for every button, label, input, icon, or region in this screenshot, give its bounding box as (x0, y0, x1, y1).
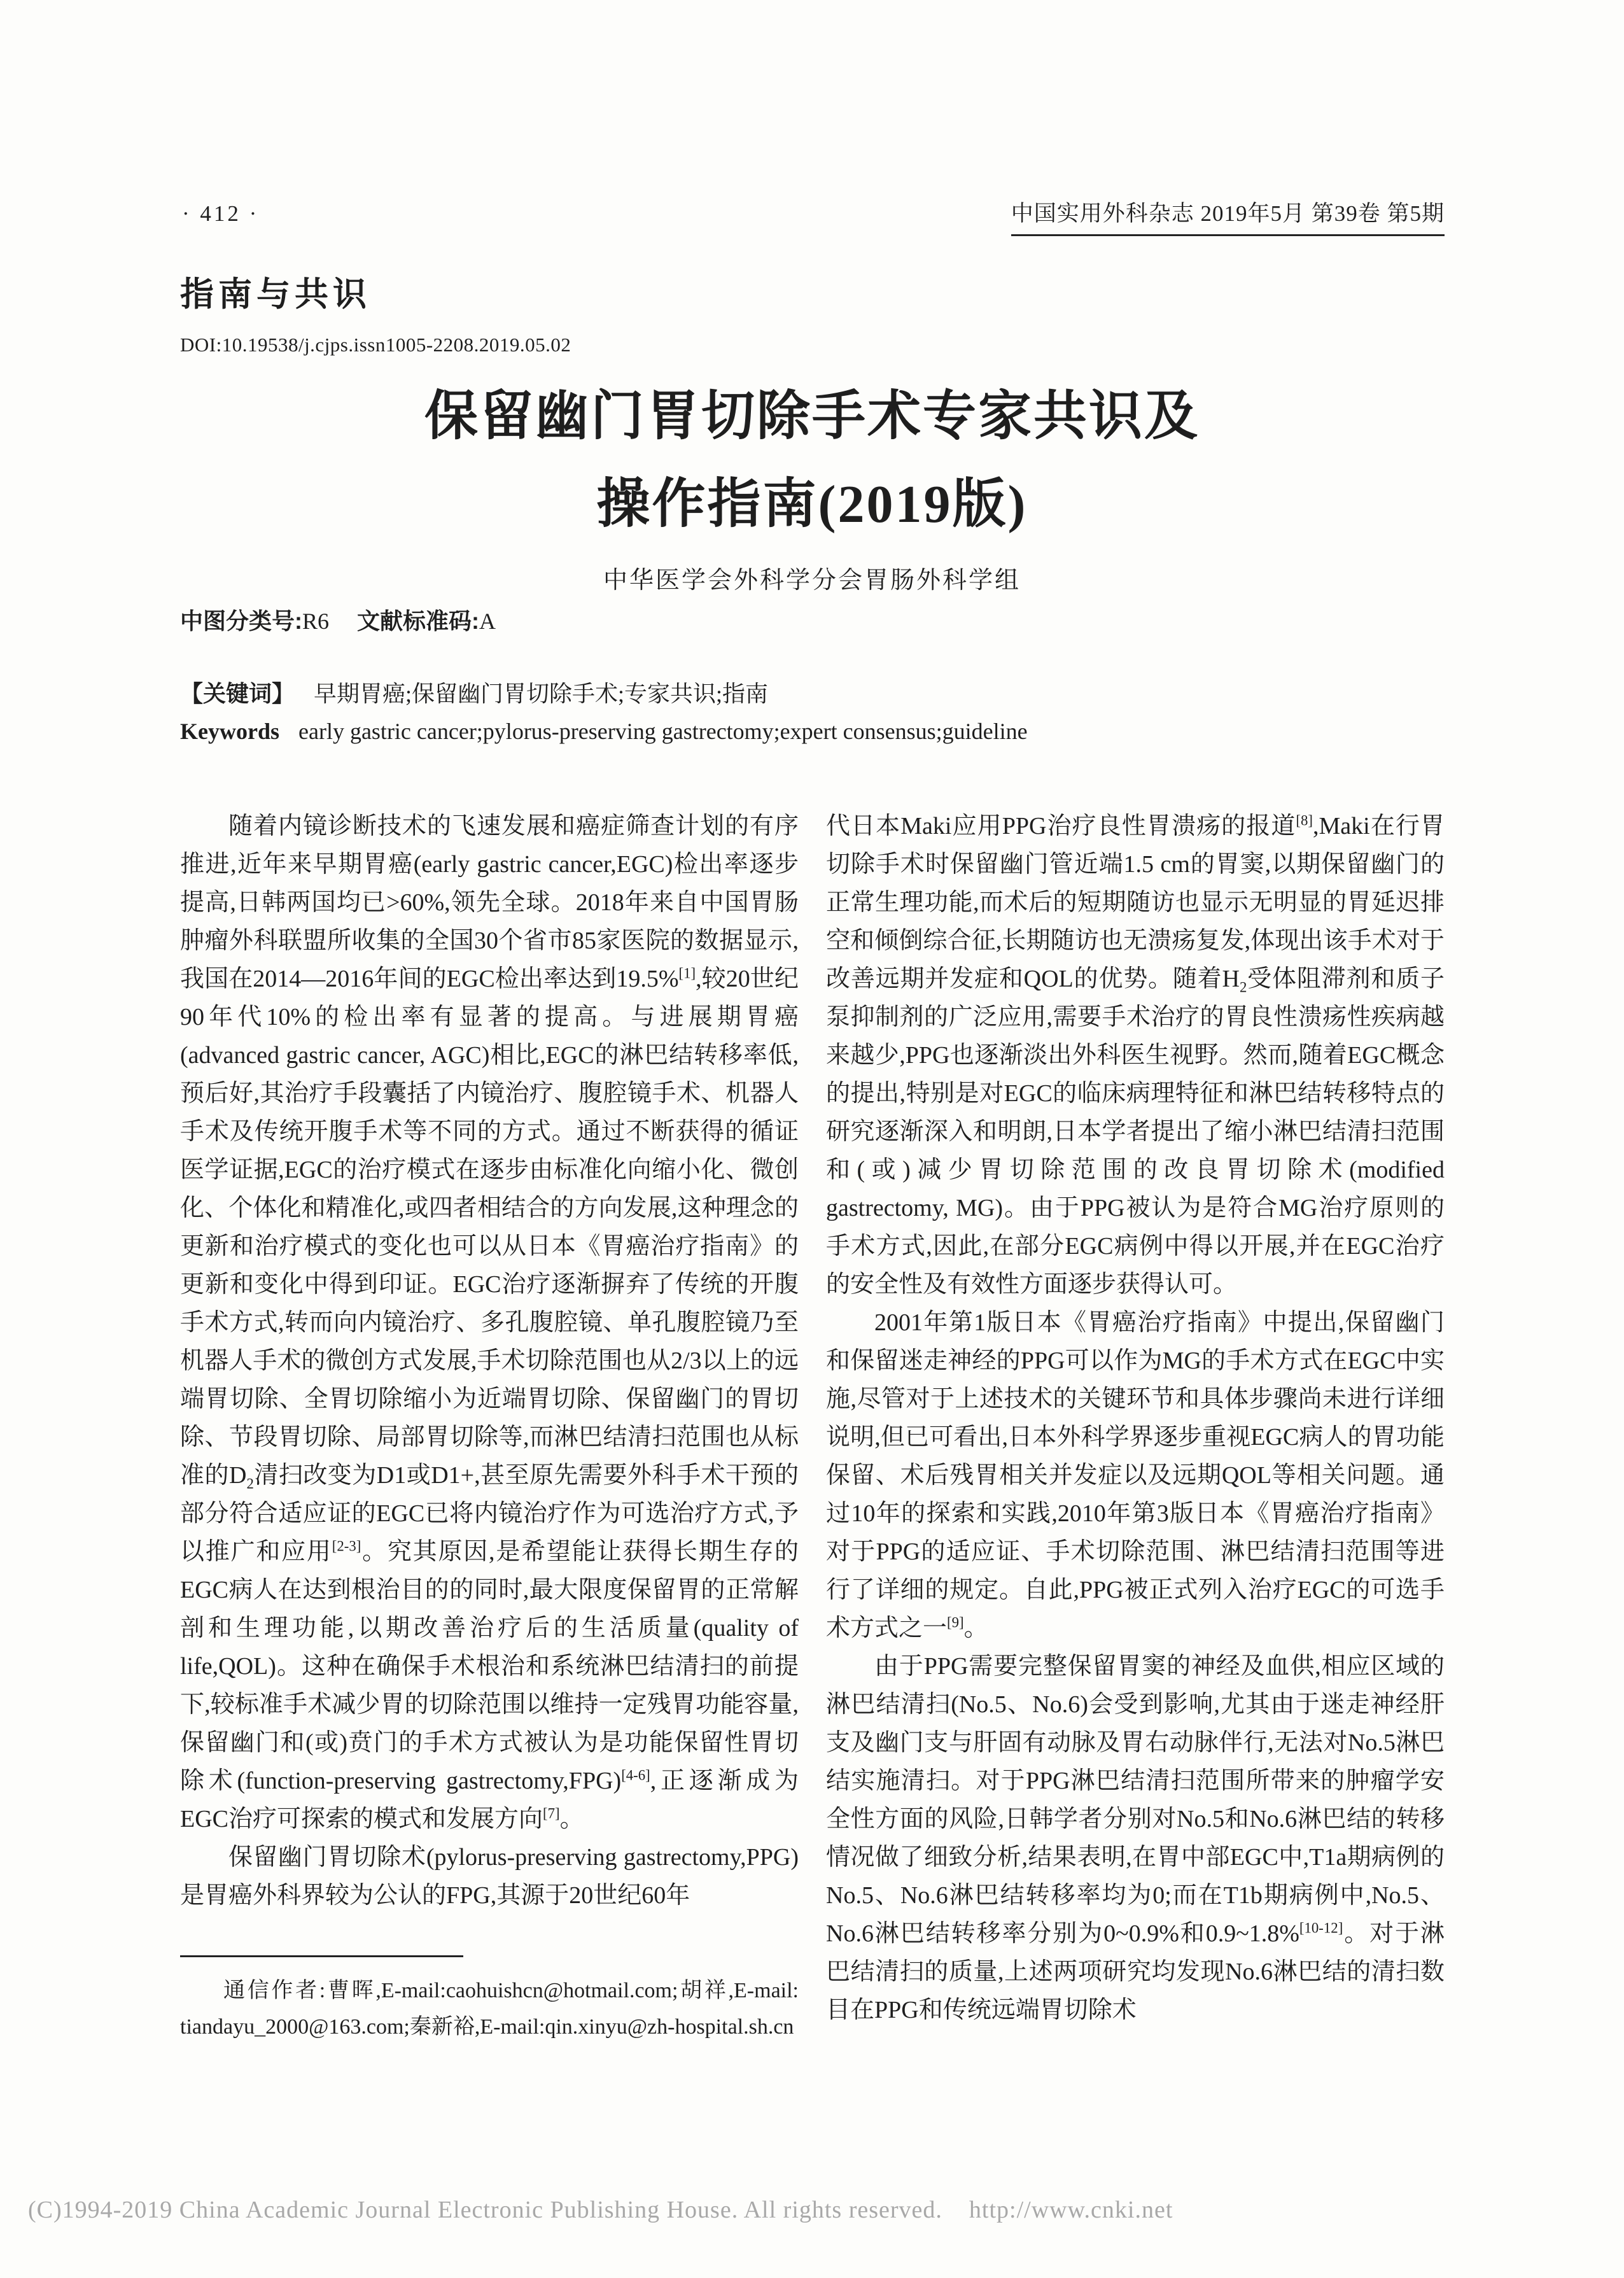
copyright-footer: (C)1994-2019 China Academic Journal Electronic Publishing House. All rights reserved. http://www.cnki.net (28, 2197, 1173, 2223)
keywords-en-line (180, 718, 1028, 745)
subscript: 2 (246, 1475, 254, 1492)
reference-superscript: [9] (947, 1614, 964, 1631)
corresponding-author-footnote: 通信作者:曹晖,E-mail:caohuishcn@hotmail.com;胡祥,E-mail: tiandayu_2000@163.com;秦新裕,E-mail:qin.xinyu@zh-hospital.sh.cn (180, 1979, 799, 2039)
clc-value: R6 (302, 608, 330, 634)
article-title-line2: 操作指南(2019版) (596, 475, 1028, 534)
clc-pair (180, 608, 329, 634)
paragraph: 保留幽门胃切除术(pylorus-preserving gastrectomy,PPG)是胃癌外科界较为公认的FPG,其源于20世纪60年 (180, 1844, 799, 1909)
doc-code-value: A (479, 608, 496, 634)
article-title (180, 373, 1444, 549)
reference-superscript: [10-12] (1299, 1920, 1343, 1936)
author-line: 中华医学会外科学分会胃肠外科学组 (603, 567, 1021, 594)
keywords-en-text: early gastric cancer;pylorus-preserving gastrectomy;expert consensus;guideline (298, 719, 1028, 744)
subscript: 2 (1239, 979, 1247, 995)
reference-superscript: [8] (1296, 812, 1313, 829)
clc-label: 中图分类号: (180, 608, 302, 634)
doc-code-label: 文献标准码: (357, 608, 480, 634)
keywords-en-label: Keywords (180, 719, 279, 744)
doi-line: DOI:10.19538/j.cjps.issn1005-2208.2019.05.02 (180, 334, 571, 356)
paragraph: 随着内镜诊断技术的飞速发展和癌症筛查计划的有序推进,近年来早期胃癌(early gastric cancer,EGC)检出率逐步提高,日韩两国均已>60%,领先全球。2018年来自中国胃肠肿瘤外科联盟所收集的全国30个省市85家医院的数据显示,我国在2014—2016年间的EGC检出率达到19.5%[1],较20世纪90年代10%的检出率有显著的提高。与进展期胃癌(advanced gastric cancer, AGC)相比,EGC的淋巴结转移率低,预后好,其治疗手段囊括了内镜治疗、腹腔镜手术、机器人手术及传统开腹手术等不同的方式。通过不断获得的循证医学证据,EGC的治疗模式在逐步由标准化向缩小化、微创化、个体化和精准化,或四者相结合的方向发展,这种理念的更新和治疗模式的变化也可以从日本《胃癌治疗指南》的更新和变化中得到印证。EGC治疗逐渐摒弃了传统的开腹手术方式,转而向内镜治疗、多孔腹腔镜、单孔腹腔镜乃至机器人手术的微创方式发展,手术切除范围也从2/3以上的远端胃切除、全胃切除缩小为近端胃切除、保留幽门的胃切除、节段胃切除、局部胃切除等,而淋巴结清扫范围也从标准的$D_2$清扫改变为D1或D1+,甚至原先需要外科手术干预的部分符合适应证的EGC已将内镜治疗作为可选治疗方式,予以推广和应用[2-3]。究其原因,是希望能让获得长期生存的EGC病人在达到根治目的的同时,最大限度保留胃的正常解剖和生理功能,以期改善治疗后的生活质量(quality of life,QOL)。这种在确保手术根治和系统淋巴结清扫的前提下,较标准手术减少胃的切除范围以维持一定残胃功能容量,保留幽门和(或)贲门的手术方式被认为是功能保留性胃切除术(function-preserving gastrectomy,FPG)[4-6],正逐渐成为EGC治疗可探索的模式和发展方向[7]。 (180, 813, 799, 1832)
reference-superscript: [2-3] (332, 1538, 361, 1554)
body-column-right (826, 807, 1445, 2029)
body-column-left (180, 807, 799, 1915)
reference-superscript: [1] (678, 965, 696, 981)
reference-superscript: [7] (543, 1805, 560, 1822)
page-number: · 412 · (182, 201, 260, 226)
keywords-cn-label: 【关键词】 (180, 680, 295, 707)
classification-line (180, 603, 496, 636)
keywords-cn-text: 早期胃癌;保留幽门胃切除手术;专家共识;指南 (314, 681, 769, 707)
paragraph: 由于PPG需要完整保留胃窦的神经及血供,相应区域的淋巴结清扫(No.5、No.6)会受到影响,尤其由于迷走神经肝支及幽门支与肝固有动脉及胃右动脉伴行,无法对No.5淋巴结实施清扫。对于PPG淋巴结清扫范围所带来的肿瘤学安全性方面的风险,日韩学者分别对No.5和No.6淋巴结的转移情况做了细致分析,结果表明,在胃中部EGC中,T1a期病例的No.5、No.6淋巴结转移率均为0;而在T1b期病例中,No.5、No.6淋巴结转移率分别为0~0.9%和0.9~1.8%[10-12]。对于淋巴结清扫的质量,上述两项研究均发现No.6淋巴结的清扫数目在PPG和传统远端胃切除术 (826, 1653, 1445, 2023)
paragraph: 2001年第1版日本《胃癌治疗指南》中提出,保留幽门和保留迷走神经的PPG可以作为MG的手术方式在EGC中实施,尽管对于上述技术的关键环节和具体步骤尚未进行详细说明,但已可看出,日本外科学界逐步重视EGC病人的胃功能保留、术后残胃相关并发症以及远期QOL等相关问题。通过10年的探索和实践,2010年第3版日本《胃癌治疗指南》对于PPG的适应证、手术切除范围、淋巴结清扫范围等进行了详细的规定。自此,PPG被正式列入治疗EGC的可选手术方式之一[9]。 (826, 1309, 1445, 1642)
article-title-line1: 保留幽门胃切除手术专家共识及 (424, 387, 1200, 446)
section-label: 指南与共识 (180, 276, 371, 313)
reference-superscript: [4-6] (621, 1767, 650, 1783)
journal-header-info: 中国实用外科杂志 2019年5月 第39卷 第5期 (1011, 196, 1445, 236)
footnote-block (180, 1955, 799, 2045)
footnote-divider (180, 1955, 463, 1957)
paragraph: 代日本Maki应用PPG治疗良性胃溃疡的报道[8],Maki在行胃切除手术时保留幽门管近端1.5 cm的胃窦,以期保留幽门的正常生理功能,而术后的短期随访也显示无明显的胃延迟排空和倾倒综合征,长期随访也无溃疡复发,体现出该手术对于改善远期并发症和QOL的优势。随着$H_2$受体阻滞剂和质子泵抑制剂的广泛应用,需要手术治疗的胃良性溃疡性疾病越来越少,PPG也逐渐淡出外科医生视野。然而,随着EGC概念的提出,特别是对EGC的临床病理特征和淋巴结转移特点的研究逐渐深入和明朗,日本学者提出了缩小淋巴结清扫范围和(或)减少胃切除范围的改良胃切除术(modified gastrectomy, MG)。由于PPG被认为是符合MG治疗原则的手术方式,因此,在部分EGC病例中得以开展,并在EGC治疗的安全性及有效性方面逐步获得认可。 (826, 812, 1445, 1298)
doc-code-pair (357, 608, 496, 634)
keywords-cn-line (180, 676, 768, 708)
